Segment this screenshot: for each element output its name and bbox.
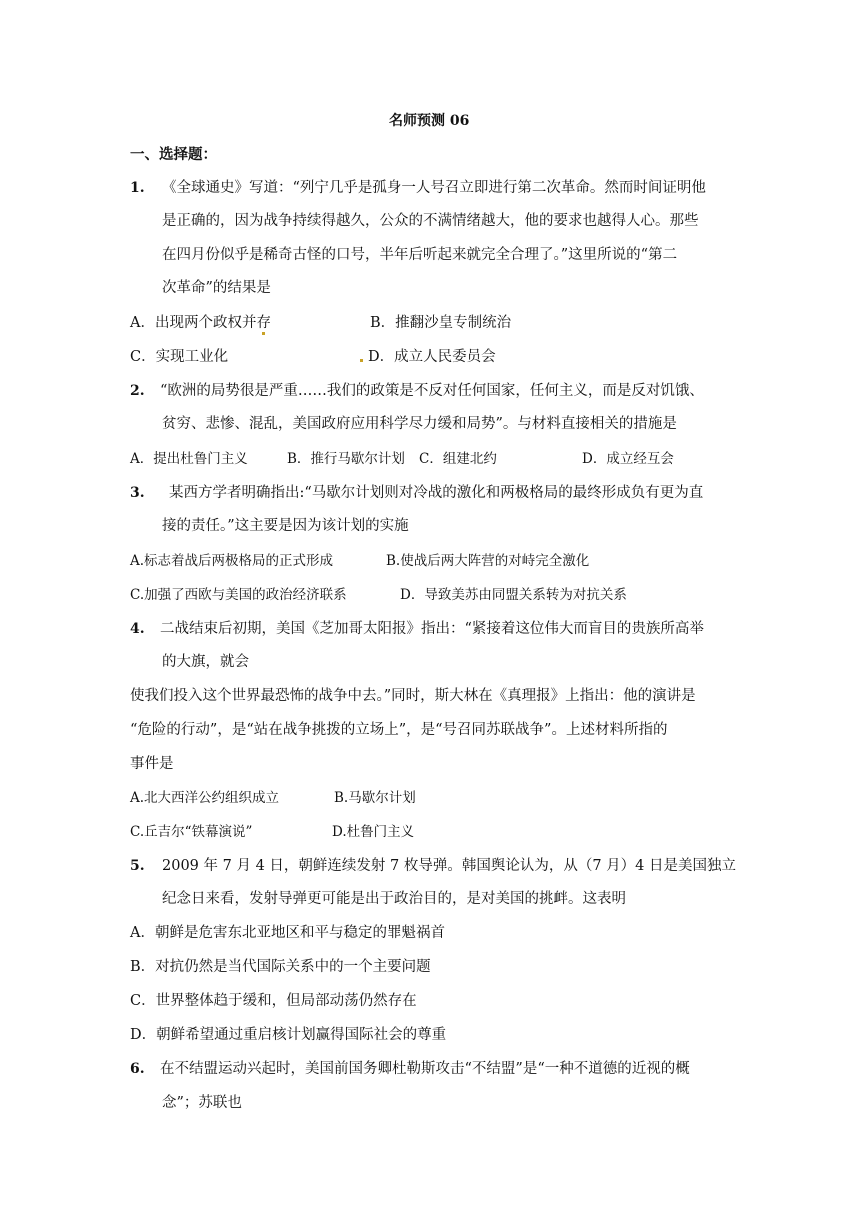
question-text: “欧洲的局势很是严重……我们的政策是不反对任何国家，任何主义，而是反对饥饿、 bbox=[160, 383, 704, 399]
answer-option: C.丘吉尔“铁幕演说” bbox=[130, 824, 253, 840]
question-text: 《全球通史》写道：“列宁几乎是孤身一人号召立即进行第二次革命。然而时间证明他 bbox=[162, 180, 706, 196]
question-text: 念”；苏联也 bbox=[162, 1095, 242, 1111]
answer-option: A.标志着战后两极格局的正式形成 bbox=[130, 553, 334, 569]
answer-option: D.杜鲁门主义 bbox=[332, 824, 415, 840]
answer-option: C.加强了西欧与美国的政治经济联系 bbox=[130, 587, 347, 603]
page-title: 名师预测 06 bbox=[389, 113, 470, 129]
answer-option: D．导致美苏由同盟关系转为对抗关系 bbox=[400, 587, 627, 603]
section-heading: 一、选择题： bbox=[130, 146, 217, 163]
question-number: 2. bbox=[130, 383, 145, 399]
answer-option: B．推翻沙皇专制统治 bbox=[370, 315, 512, 331]
question-text: “危险的行动”，是“站在战争挑拨的立场上”，是“号召同苏联战争”。上述材料所指的 bbox=[130, 722, 668, 738]
question-text: 是正确的，因为战争持续得越久，公众的不满情绪越大，他的要求也越得人心。那些 bbox=[162, 213, 699, 229]
answer-option: D．成立经互会 bbox=[582, 451, 674, 467]
question-text: 在不结盟运动兴起时，美国前国务卿杜勒斯攻击“不结盟”是“一种不道德的近视的概 bbox=[160, 1061, 690, 1077]
question-text: 事件是 bbox=[130, 756, 174, 772]
question-number: 4. bbox=[130, 621, 145, 637]
answer-option: B．对抗仍然是当代国际关系中的一个主要问题 bbox=[130, 959, 431, 975]
question-number: 1. bbox=[130, 180, 145, 196]
answer-option: A．提出杜鲁门主义 bbox=[130, 451, 248, 467]
ink-speck bbox=[360, 359, 363, 362]
answer-option: D．成立人民委员会 bbox=[368, 349, 496, 365]
answer-option: C．组建北约 bbox=[419, 451, 497, 467]
question-text: 二战结束后初期，美国《芝加哥太阳报》指出：“紧接着这位伟大而盲目的贵族所高举 bbox=[160, 621, 704, 637]
answer-option: D．朝鲜希望通过重启核计划赢得国际社会的尊重 bbox=[130, 1027, 447, 1043]
question-text: 贫穷、悲惨、混乱，美国政府应用科学尽力缓和局势”。与材料直接相关的措施是 bbox=[162, 416, 677, 432]
answer-option: B.马歇尔计划 bbox=[334, 790, 416, 806]
question-text: 的大旗，就会 bbox=[162, 654, 249, 670]
question-text: 某西方学者明确指出:“马歇尔计划则对冷战的激化和两极格局的最终形成负有更为直 bbox=[169, 485, 704, 501]
ink-speck bbox=[262, 332, 265, 335]
question-text: 接的责任。”这主要是因为该计划的实施 bbox=[162, 518, 409, 534]
question-text: 2009 年 7 月 4 日，朝鲜连续发射 7 枚导弹。韩国舆论认为，从（7 月）4 日是美国独立 bbox=[162, 858, 737, 874]
answer-option: A.北大西洋公约组织成立 bbox=[130, 790, 280, 806]
answer-option: C．世界整体趋于缓和，但局部动荡仍然存在 bbox=[130, 993, 417, 1009]
answer-option: A．朝鲜是危害东北亚地区和平与稳定的罪魁祸首 bbox=[130, 925, 445, 941]
question-number: 3. bbox=[130, 485, 145, 501]
question-text: 使我们投入这个世界最恐怖的战争中去。”同时，斯大林在《真理报》上指出：他的演讲是 bbox=[130, 688, 696, 704]
question-text: 次革命”的结果是 bbox=[162, 280, 271, 296]
question-number: 5. bbox=[130, 858, 145, 874]
answer-option: C．实现工业化 bbox=[130, 349, 229, 365]
question-text: 在四月份似乎是稀奇古怪的口号，半年后听起来就完全合理了。”这里所说的“第二 bbox=[162, 247, 678, 263]
question-number: 6. bbox=[130, 1061, 145, 1077]
answer-option: A．出现两个政权并存 bbox=[130, 315, 271, 331]
question-text: 纪念日来看，发射导弹更可能是出于政治目的，是对美国的挑衅。这表明 bbox=[162, 891, 626, 907]
answer-option: B．推行马歇尔计划 bbox=[287, 451, 405, 467]
answer-option: B.使战后两大阵营的对峙完全激化 bbox=[386, 553, 590, 569]
